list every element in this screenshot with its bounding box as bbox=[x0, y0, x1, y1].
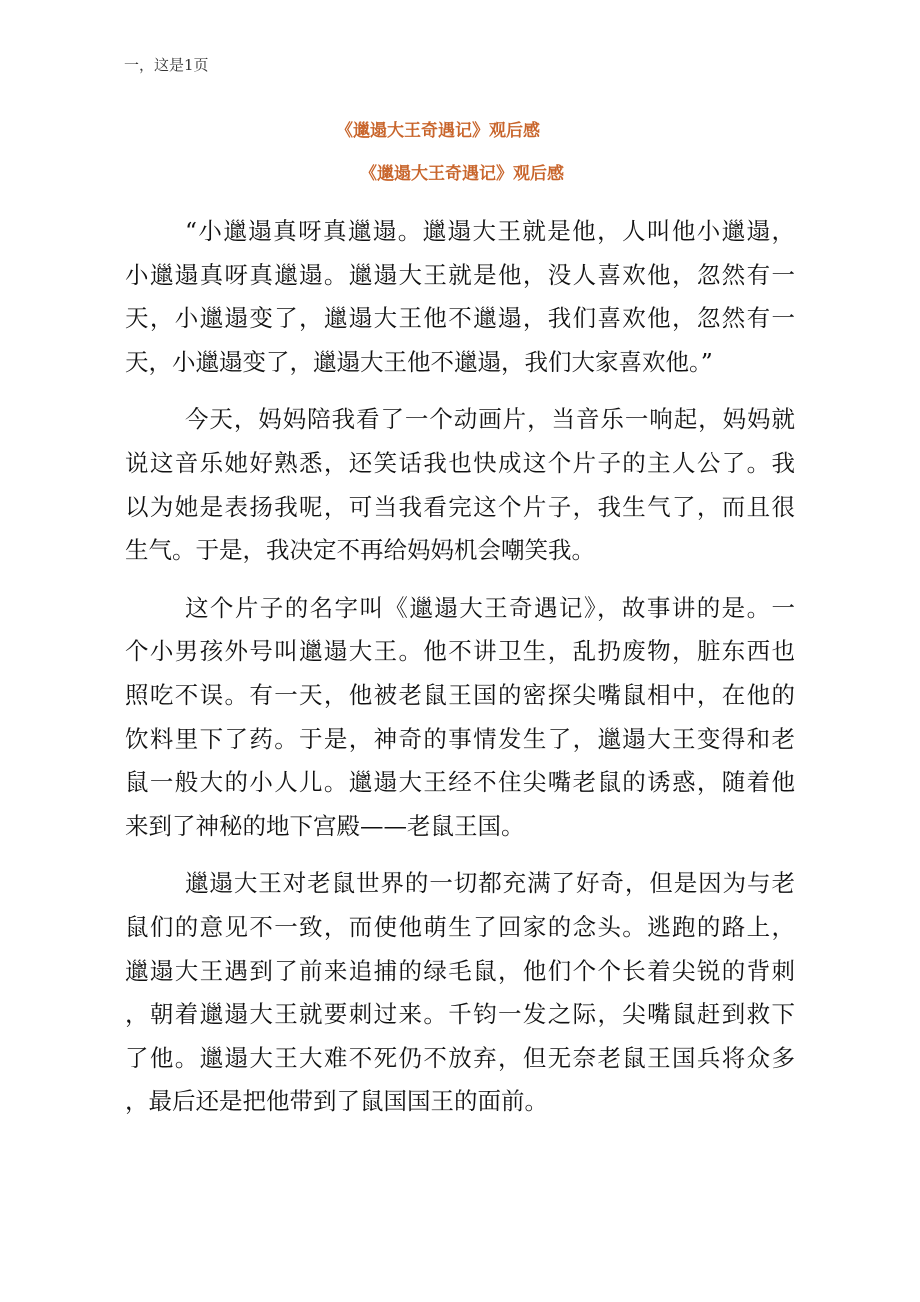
paragraph-line: 饮料里下了药。于是，神奇的事情发生了，邋遢大王变得和老 bbox=[125, 724, 795, 753]
paragraph bbox=[125, 398, 795, 572]
paragraph-line: 邋遢大王对老鼠世界的一切都充满了好奇，但是因为与老 bbox=[185, 869, 795, 898]
paragraph bbox=[125, 210, 795, 384]
paragraph-line: 照吃不误。有一天，他被老鼠王国的密探尖嘴鼠相中，在他的 bbox=[125, 680, 795, 709]
paragraph-line: 小邋遢真呀真邋遢。邋遢大王就是他，没人喜欢他，忽然有一 bbox=[125, 260, 795, 289]
paragraph bbox=[125, 587, 795, 849]
paragraph-line: 鼠一般大的小人儿。邋遢大王经不住尖嘴老鼠的诱惑，随着他 bbox=[125, 768, 795, 797]
paragraph-line: 个小男孩外号叫邋遢大王。他不讲卫生，乱扔废物，脏东西也 bbox=[125, 637, 795, 666]
paragraph-line: 说这音乐她好熟悉，还笑话我也快成这个片子的主人公了。我 bbox=[125, 448, 795, 477]
document-subtitle: 《邋遢大王奇遇记》观后感 bbox=[360, 164, 564, 184]
paragraph-line: 以为她是表扬我呢，可当我看完这个片子，我生气了，而且很 bbox=[125, 492, 795, 521]
paragraph-line: 今天，妈妈陪我看了一个动画片，当音乐一响起，妈妈就 bbox=[185, 405, 795, 434]
paragraph bbox=[125, 862, 795, 1124]
paragraph-line: 来到了神秘的地下宫殿——老鼠王国。 bbox=[125, 811, 525, 840]
paragraph-line: 邋遢大王遇到了前来追捕的绿毛鼠，他们个个长着尖锐的背刺 bbox=[125, 956, 795, 985]
paragraph-line: 鼠们的意见不一致，而使他萌生了回家的念头。逃跑的路上， bbox=[125, 912, 795, 941]
document-title: 《邋遢大王奇遇记》观后感 bbox=[336, 121, 540, 141]
paragraph-line: ，最后还是把他带到了鼠国国王的面前。 bbox=[125, 1087, 548, 1116]
paragraph-line: ，朝着邋遢大王就要刺过来。千钧一发之际，尖嘴鼠赶到救下 bbox=[125, 1000, 795, 1029]
paragraph-line: “小邋遢真呀真邋遢。邋遢大王就是他，人叫他小邋遢， bbox=[185, 217, 795, 245]
paragraph-line: 这个片子的名字叫《邋遢大王奇遇记》，故事讲的是。一 bbox=[185, 593, 795, 622]
paragraph-line: 生气。于是，我决定不再给妈妈机会嘲笑我。 bbox=[125, 536, 595, 565]
paragraph-line: 了他。邋遢大王大难不死仍不放弃，但无奈老鼠王国兵将众多 bbox=[125, 1043, 795, 1072]
paragraph-line: 天，小邋遢变了，邋遢大王他不邋遢，我们大家喜欢他。” bbox=[125, 347, 713, 376]
document-body bbox=[125, 210, 795, 1138]
page-header: 一，这是1页 bbox=[124, 56, 209, 74]
paragraph-line: 天，小邋遢变了，邋遢大王他不邋遢，我们喜欢他，忽然有一 bbox=[125, 304, 795, 333]
